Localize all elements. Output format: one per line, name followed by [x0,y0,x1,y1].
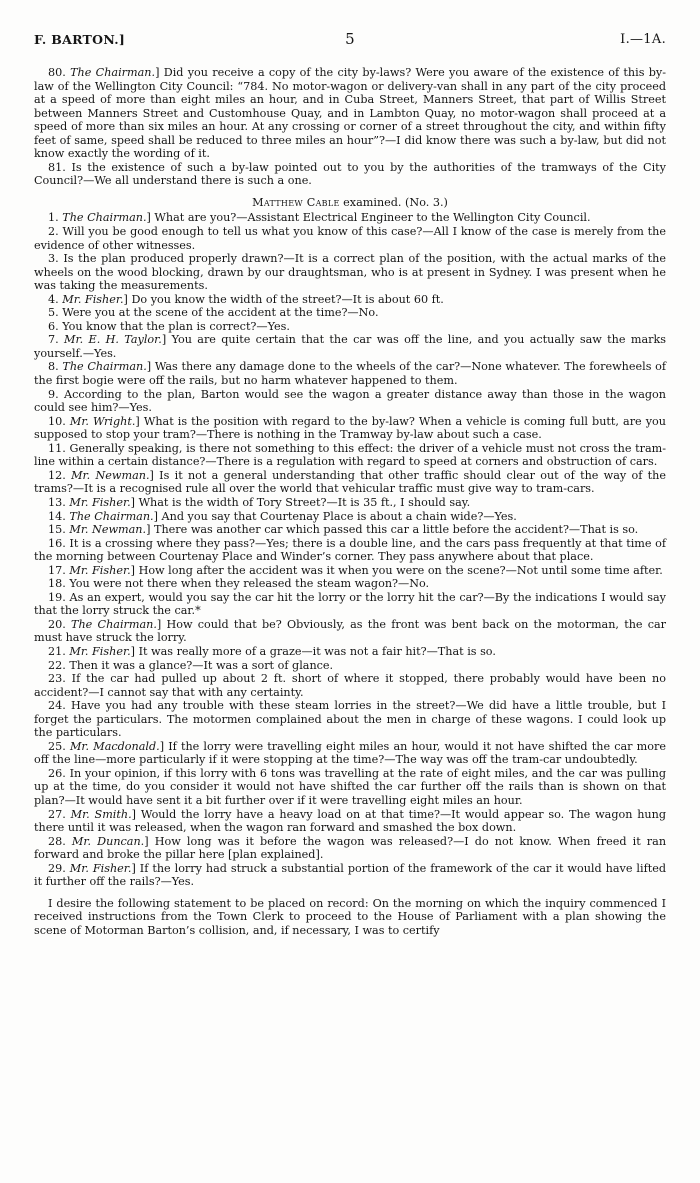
question-paragraph: 7. Mr. E. H. Taylor.] You are quite certain that the car was off the line, and you actually saw the marks yourself.—Yes. [34,333,666,360]
question-text: If the lorry were travelling eight miles an hour, would it not have shifted the car more off the line—more particularly if it were stopping at the time?—The way was off the tram-car undoubtedly. [34,739,666,767]
question-paragraph: 80. The Chairman.] Did you receive a copy of the city by-laws? Were you aware of the existence of this by-law of the Wellington City Council: “784. No motor-wagon or delivery-van shall in any part of the city proceed at a speed of more than eight miles an hour, and in Cuba Street, Manners Street, that part of Willis Street between Manners Street and Customhouse Quay, and in Lambton Quay, no motor-wagon shall proceed at a speed of more than six miles an hour. At any crossing or corner of a street throughout the city, and within fifty feet of same, speed shall be reduced to three miles an hour”?—I did know there was such a by-law, but did not know exactly the wording of it. [34,66,666,161]
speaker-name: Mr. Wright. [69,414,136,428]
speaker-name: The Chairman. [69,509,154,523]
speaker-name: Mr. Macdonald. [69,739,160,753]
speaker-name: The Chairman. [70,66,156,79]
question-text: How long after the accident was it when you were on the scene?—Not until some time after. [138,563,663,577]
question-number: 8. [48,360,59,374]
question-paragraph [34,388,666,415]
question-number: 4. [48,292,59,306]
question-text: Was there any damage done to the wheels of the car?—None whatever. The forewheels of the first bogie were off the rails, but no harm whatever happened to them. [34,360,667,388]
question-number: 14. [48,509,66,523]
question-text: It was really more of a graze—it was not a fair hit?—That is so. [138,644,496,658]
question-paragraph: 13. Mr. Fisher.] What is the width of Tory Street?—It is 35 ft., I should say. [48,495,471,509]
question-number: 3. [48,252,59,266]
speaker-name: Mr. Newman. [69,523,147,537]
question-text: How long was it before the wagon was released?—I do not know. When freed it ran forward and broke the pillar here [plan explained]. [34,834,667,862]
question-text: Would the lorry have a heavy load on at that time?—It would appear so. The wagon hung there until it was released, when the wagon ran forward and smashed the box down. [34,807,666,835]
question-number: 27. [48,807,66,821]
question-number: 17. [48,563,66,577]
section-heading-rest: examined. (No. 3.) [343,195,448,209]
speaker-name: Mr. Fisher. [69,861,132,875]
question-paragraph [34,225,666,252]
question-paragraph: 17. Mr. Fisher.] How long after the accident was it when you were on the scene?—Not until some time after. [48,563,663,577]
question-number: 20. [48,617,66,631]
question-paragraph [34,161,666,188]
question-text: If the car had pulled up about 2 ft. short of where it stopped, there probably would have been no accident?—I cannot say that with any certainty. [34,672,666,699]
question-number: 81. [48,160,66,174]
question-paragraph: 15. Mr. Newman.] There was another car which passed this car a little before the accident?—That is so. [48,523,639,537]
speaker-name: The Chairman. [62,211,147,225]
page-number: 5 [345,30,355,48]
closing-statement: I desire the following statement to be placed on record: On the morning on which the inquiry commenced I received instructions from the Town Clerk to proceed to the House of Parliament with a plan showing the scene of Motorman Barton’s collision, and, if necessary, I was to certify [34,896,666,937]
question-paragraph [34,659,666,673]
evidence-before [34,66,666,188]
question-paragraph: 4. Mr. Fisher.] Do you know the width of the street?—It is about 60 ft. [48,292,444,306]
speaker-name: Mr. Fisher. [62,292,124,306]
question-number: 23. [48,672,66,686]
question-number: 9. [48,387,59,401]
question-paragraph [34,442,666,469]
question-text: And you say that Courtenay Place is about a chain wide?—Yes. [161,509,517,523]
speaker-name: Mr. Newman. [71,468,150,482]
question-number: 19. [48,590,66,604]
question-text: What are you?—Assistant Electrical Engineer to the Wellington City Council. [154,211,591,225]
question-paragraph: 1. The Chairman.] What are you?—Assistant Electrical Engineer to the Wellington City Council. [48,211,591,225]
question-text: Will you be good enough to tell us what you know of this case?—All I know of the case is merely from the evidence of other witnesses. [34,225,666,252]
question-text: As an expert, would you say the car hit the lorry or the lorry hit the car?—By the indications I would say that the lorry struck the car.* [34,590,667,618]
question-paragraph [34,577,666,591]
question-number: 2. [48,225,59,239]
question-number: 26. [48,766,66,780]
speaker-name: Mr. Fisher. [69,563,131,577]
page-header [34,32,666,50]
question-paragraph [34,699,666,740]
question-text: Generally speaking, is there not something to this effect: the driver of a vehicle must not cross the tram-line within a certain distance?—There is a regulation with regard to speed at corners and obstruction of cars. [34,441,666,469]
question-paragraph [34,672,666,699]
question-text: It is a crossing where they pass?—Yes; there is a double line, and the cars pass frequently at that time of the morning between Courtenay Place and Winder’s corner. They pass anywhere about that place. [34,536,666,564]
speaker-name: The Chairman. [71,617,157,631]
question-text: Is the existence of such a by-law pointed out to you by the authorities of the tramways of the City Council?—We all understand there is such a one. [34,160,666,188]
question-paragraph [34,767,666,808]
question-text: In your opinion, if this lorry with 6 tons was travelling at the rate of eight miles, and the car was pulling up at the time, do you consider it would not have shifted the car further off the rails than is shown on that plan?—It would have sent it a bit further over if it were travelling eight miles an hour. [34,766,666,807]
question-text: Were you at the scene of the accident at the time?—No. [62,306,379,320]
question-number: 16. [48,536,66,550]
speaker-name: Mr. E. H. Taylor. [64,333,162,347]
question-paragraph: 25. Mr. Macdonald.] If the lorry were travelling eight miles an hour, would it not have shifted the car more off the line—more particularly if it were stopping at the time?—The way was off the tram-car undoubtedly. [34,739,666,767]
question-number: 11. [48,441,66,455]
question-number: 7. [48,333,59,347]
question-paragraph: 29. Mr. Fisher.] If the lorry had struck a substantial portion of the framework of the car it would have lifted it further off the rails?—Yes. [34,861,666,889]
speaker-name: Mr. Fisher. [69,644,131,658]
question-number: 80. [48,66,66,79]
question-number: 6. [48,319,59,333]
question-paragraph [34,320,666,334]
question-paragraph: 12. Mr. Newman.] Is it not a general understanding that other traffic should clear out of the way of the trams?—It is a recognised rule all over the world that vehicular traffic must give way to tram-cars. [34,468,666,496]
question-paragraph: 28. Mr. Duncan.] How long was it before the wagon was released?—I do not know. When freed it ran forward and broke the pillar here [plan explained]. [34,834,667,862]
question-paragraph [34,537,666,564]
question-number: 5. [48,306,59,320]
question-text: You know that the plan is correct?—Yes. [62,319,290,333]
question-number: 13. [48,495,66,509]
question-text: Did you receive a copy of the city by-laws? Were you aware of the existence of this by-law of the Wellington City Council: “784. No motor-wagon or delivery-van shall in any part of the city proceed at a speed of more than eight miles an hour, and in Cuba Street, Manners Street, that part of Willis Street between Manners Street and Customhouse Quay, and in Lambton Quay, no motor-wagon shall proceed at a speed of more than six miles an hour. At any crossing or corner of a street throughout the city, and within fifty feet of same, speed shall be reduced to three miles an hour”?—I did know there was such a by-law, but did not know exactly the wording of it. [34,66,666,161]
question-number: 10. [48,414,66,428]
question-text: There was another car which passed this car a little before the accident?—That is so. [154,523,639,537]
question-text: If the lorry had struck a substantial portion of the framework of the car it would have lifted it further off the rails?—Yes. [34,861,666,889]
question-text: What is the width of Tory Street?—It is 35 ft., I should say. [138,495,471,509]
question-number: 24. [48,699,66,713]
witness-name: Matthew Cable [252,195,340,209]
question-paragraph: 21. Mr. Fisher.] It was really more of a graze—it was not a fair hit?—That is so. [48,644,496,658]
question-text: According to the plan, Barton would see the wagon a greater distance away than those in the wagon could see him?—Yes. [34,387,666,415]
question-text: How could that be? Obviously, as the front was bent back on the motorman, the car must have struck the lorry. [34,617,667,645]
question-text: Is it not a general understanding that other traffic should clear out of the way of the trams?—It is a recognised rule all over the world that vehicular traffic must give way to tram-cars. [34,468,666,496]
question-text: Then it was a glance?—It was a sort of glance. [69,658,334,672]
speaker-name: Mr. Fisher. [69,495,131,509]
question-number: 15. [48,523,66,537]
question-number: 25. [48,739,66,753]
paper-reference: I.—1A. [620,32,666,47]
question-paragraph: 8. The Chairman.] Was there any damage done to the wheels of the car?—None whatever. The forewheels of the first bogie were off the rails, but no harm whatever happened to them. [34,360,667,388]
question-paragraph: 20. The Chairman.] How could that be? Obviously, as the front was bent back on the motorman, the car must have struck the lorry. [34,617,667,645]
speaker-name: Mr. Smith. [70,807,132,821]
question-paragraph: 27. Mr. Smith.] Would the lorry have a heavy load on at that time?—It would appear so. The wagon hung there until it was released, when the wagon ran forward and smashed the box down. [34,807,666,835]
question-number: 12. [48,468,66,482]
question-number: 28. [48,834,66,848]
question-paragraph [34,591,666,618]
speaker-name: Mr. Duncan. [71,834,145,848]
question-text: Do you know the width of the street?—It is about 60 ft. [131,292,444,306]
question-text: Is the plan produced properly drawn?—It is a correct plan of the position, with the actual marks of the wheels on the wood blocking, drawn by our draughtsman, who is at present in Sydney. I was present when he was taking the measurements. [34,252,666,293]
question-text: Have you had any trouble with these steam lorries in the street?—We did have a little trouble, but I forget the particulars. The motormen complained about the men in charge of these wagons. I could look up the particulars. [34,699,666,740]
question-number: 21. [48,644,66,658]
question-paragraph [34,252,666,293]
question-number: 22. [48,658,66,672]
question-number: 29. [48,861,66,875]
evidence-list [34,211,666,888]
question-number: 1. [48,211,59,225]
header-witness: F. BARTON.] [34,32,126,47]
question-number: 18. [48,577,66,591]
question-text: What is the position with regard to the by-law? When a vehicle is coming full butt, are you supposed to stop your tram?—There is nothing in the Tramway by-law about such a case. [34,414,666,442]
question-paragraph: 14. The Chairman.] And you say that Courtenay Place is about a chain wide?—Yes. [48,509,517,523]
speaker-name: The Chairman. [62,360,147,374]
question-text: You are quite certain that the car was off the line, and you actually saw the marks yourself.—Yes. [34,333,666,360]
question-text: You were not there when they released the steam wagon?—No. [69,577,430,591]
document-body [34,66,666,937]
section-heading [34,196,666,210]
question-paragraph: 10. Mr. Wright.] What is the position with regard to the by-law? When a vehicle is coming full butt, are you supposed to stop your tram?—There is nothing in the Tramway by-law about such a case. [34,414,666,442]
question-paragraph [34,306,666,320]
